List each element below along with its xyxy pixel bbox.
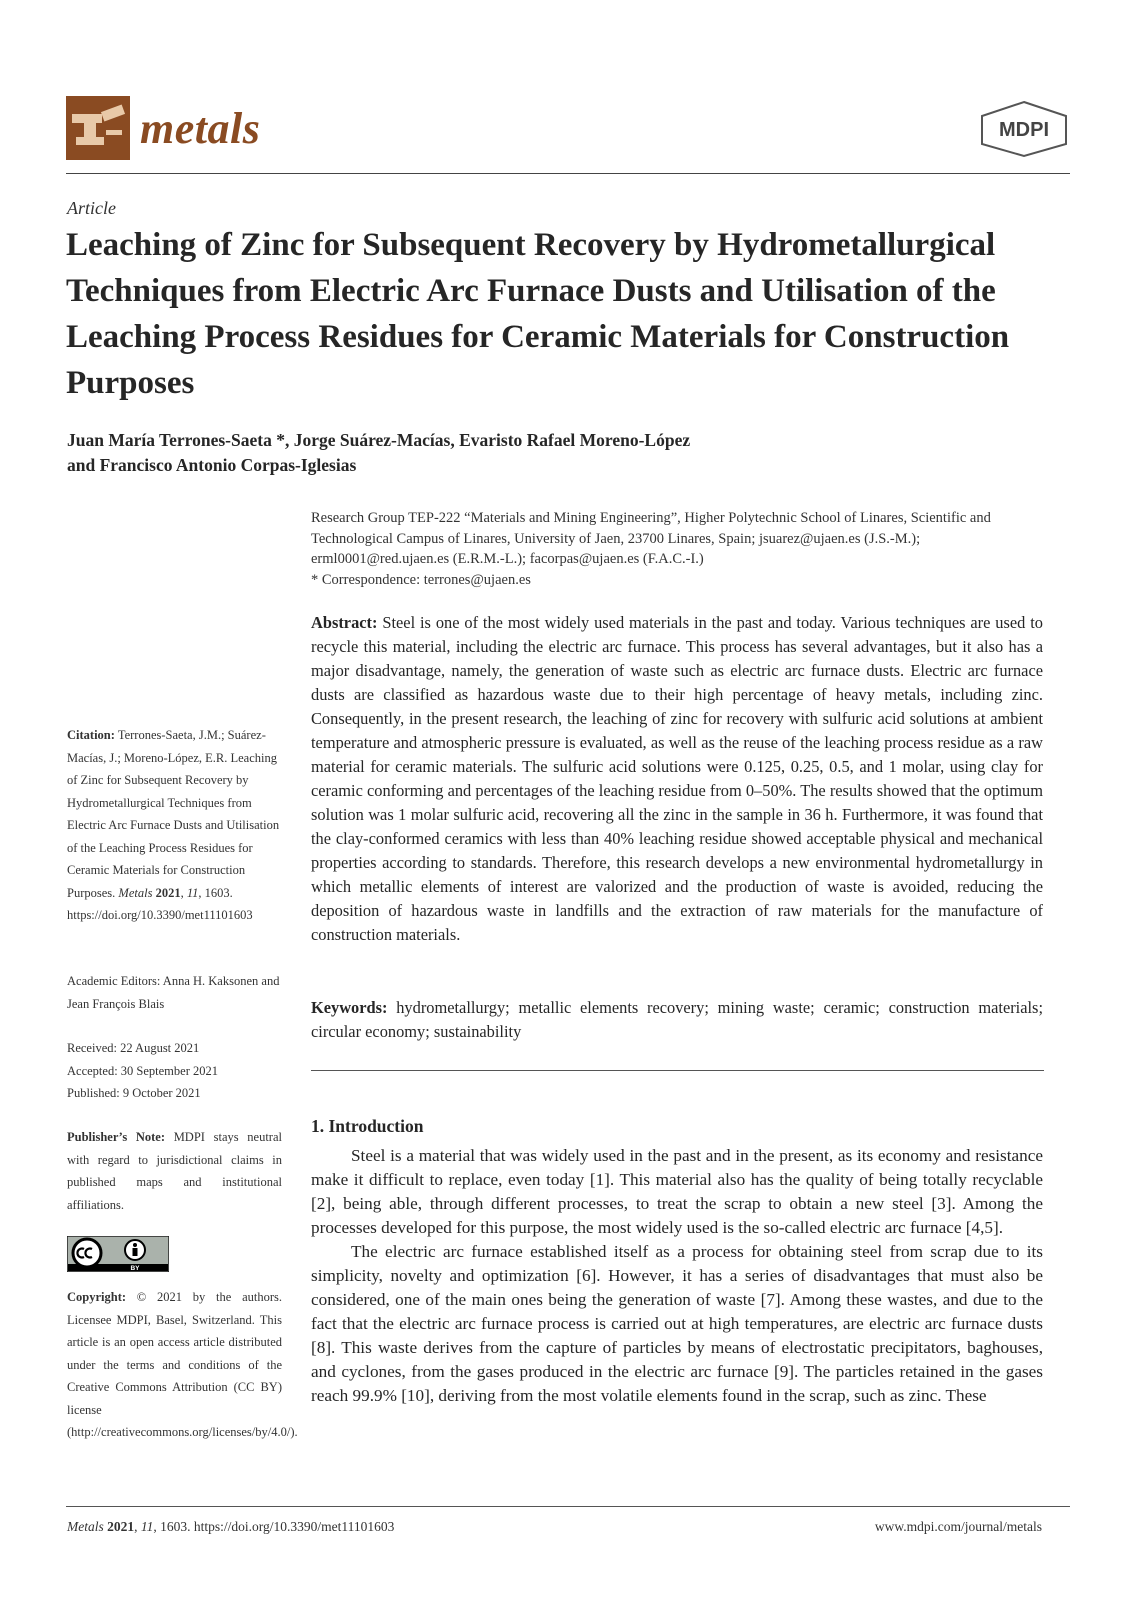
keywords [311,996,1043,1044]
publisher-note-text: MDPI stays neutral with regard to jurisdictional claims in published maps and institutional affiliations. [67,1130,282,1212]
keywords-label: Keywords: [311,998,388,1017]
abstract-label: Abstract: [311,613,378,632]
section-body [311,1144,1043,1408]
mdpi-logo-text: MDPI [999,119,1049,141]
authors-line-2: and Francisco Antonio Corpas-Iglesias [67,455,357,475]
publisher-note-label: Publisher’s Note: [67,1130,166,1144]
abstract [311,611,1043,947]
header-divider [66,173,1070,174]
footer-year: 2021 [107,1519,135,1534]
affiliation: Research Group TEP-222 “Materials and Mining Engineering”, Higher Polytechnic School of Linares, Scientific and Technological Campus of Linares, University of Jaen, 23700 Linares, Spain; jsuarez@ujaen.es (J.S.-M.); erml0001@red.ujaen.es (E.R.M.-L.); facorpas@ujaen.es (F.A.C.-I.) [311,510,991,567]
copyright-block [67,1286,298,1444]
citation-doi[interactable]: https://doi.org/10.3390/met11101603 [67,908,253,922]
citation-text: Terrones-Saeta, J.M.; Suárez-Macías, J.; Moreno-López, E.R. Leaching of Zinc for Subsequent Recovery by Hydrometallurgical Techniques from Electric Arc Furnace Dusts and Utilisation of the Leaching Process Residues for Ceramic Materials for Construction Purposes. [67,728,280,900]
footer-volume: 11 [140,1519,154,1534]
footer-journal: Metals [67,1519,104,1534]
journal-name: metals [140,103,261,153]
anvil-icon [66,96,130,160]
received-date: Received: 22 August 2021 [67,1041,200,1055]
citation-year: 2021 [155,885,181,900]
copyright-label: Copyright: [67,1290,127,1304]
citation-journal: Metals [118,885,153,900]
footer-citation: Metals 2021, 11, 1603. https://doi.org/10.3390/met11101603 [67,1519,395,1534]
section-heading: 1. Introduction [311,1116,424,1136]
publisher-note [67,1126,282,1216]
paragraph-1: Steel is a material that was widely used in the past and in the present, as its economy and resistance make it difficult to replace, even today [1]. This material also has the quality of being totally recyclable [2], being able, through different processes, to treat the scrap to obtain a new steel [3]. Among the processes developed for this purpose, the most widely used is the so-called electric arc furnace [4,5]. [311,1146,1043,1237]
journal-logo [66,96,260,160]
dates-block [67,1037,282,1105]
correspondence: * Correspondence: terrones@ujaen.es [311,571,531,588]
affiliation-block [311,508,1051,590]
citation-block: Citation: Terrones-Saeta, J.M.; Suárez-Macías, J.; Moreno-López, E.R. Leaching of Zinc for Subsequent Recovery by Hydrometallurgical Techniques from Electric Arc Furnace Dusts and Utilisation of the Leaching Process Residues for Ceramic Materials for Construction Purposes. Metals 2021, 11, 1603. https://doi.org/10.3390/met11101603 [67,728,280,922]
cc-badge-text: BY [130,1265,140,1272]
citation-volume: 11 [186,885,199,900]
accepted-date: Accepted: 30 September 2021 [67,1063,218,1078]
article-title: Leaching of Zinc for Subsequent Recovery by Hydrometallurgical Techniques from Electric Arc Furnace Dusts and Utilisation of the Leaching Process Residues for Ceramic Materials for Construction Purposes [66,227,1010,401]
footer-journal-url[interactable]: www.mdpi.com/journal/metals [874,1519,1042,1534]
published-date: Published: 9 October 2021 [67,1086,201,1100]
citation-label: Citation: [67,728,115,742]
mdpi-logo [978,100,1070,158]
author-list [67,428,967,478]
footer-divider [66,1506,1070,1507]
citation-pages: , 1603. [198,885,233,900]
footer-rest: , 1603. https://doi.org/10.3390/met11101603 [153,1519,395,1534]
authors-line-1: Juan María Terrones-Saeta *, Jorge Suárez-Macías, Evaristo Rafael Moreno-López [67,430,691,450]
abstract-text: Steel is one of the most widely used materials in the past and today. Various techniques are used to recycle this material, including the electric arc furnace. This process has several advantages, but it also has a major disadvantage, namely, the generation of waste such as electric arc furnace dusts. Electric arc furnace dusts are classified as hazardous waste due to their high percentage of heavy metals, including zinc. Consequently, in the present research, the leaching of zinc for recovery with sulfuric acid solutions at ambient temperature and atmospheric pressure is evaluated, as well as the reuse of the leaching process residue as a raw material for ceramic materials. The sulfuric acid solutions were 0.125, 0.25, 0.5, and 1 molar, using clay for ceramic conforming and percentages of the leaching residue from 0–50%. The results showed that the optimum solution was 1 molar sulfuric acid, recovering all the zinc in the sample in 36 h. Furthermore, it was found that the clay-conformed ceramics with less than 40% leaching residue showed acceptable physical and mechanical properties according to standards. Therefore, this research develops a new environmental hydrometallurgy in which metallic elements of interest are valorized and the production of waste is avoided, reducing the deposition of hazardous waste in landfills and the extraction of raw materials for the manufacture of construction materials. [311,613,1043,944]
academic-editors: Academic Editors: Anna H. Kaksonen and Jean François Blais [67,974,280,1011]
article-type: Article [67,198,116,218]
paragraph-2: The electric arc furnace established itself as a process for obtaining steel from scrap due to its simplicity, novelty and optimization [6]. However, it has a series of disadvantages that must also be considered, one of the main ones being the generation of waste [7]. Among these wastes, and due to the fact that the electric arc furnace process is carried out at high temperatures, are electric arc furnace dusts [8]. This waste derives from the capture of particles by means of electrostatic precipitators, baghouses, and cyclones, from the gases produced in the electric arc furnace [9]. The particles retained in the gases reach 99.9% [10], deriving from the most volatile elements found in the scrap, such as zinc. These [311,1242,1043,1405]
copyright-text: © 2021 by the authors. Licensee MDPI, Basel, Switzerland. This article is an open access article distributed under the terms and conditions of the Creative Commons Attribution (CC BY) license (http://creativecommons.org/licenses/by/4.0/). [67,1290,298,1439]
keywords-text: hydrometallurgy; metallic elements recovery; mining waste; ceramic; construction materials; circular economy; sustainability [311,998,1043,1041]
cc-by-license-icon[interactable] [67,1236,169,1272]
abstract-divider [311,1070,1044,1071]
